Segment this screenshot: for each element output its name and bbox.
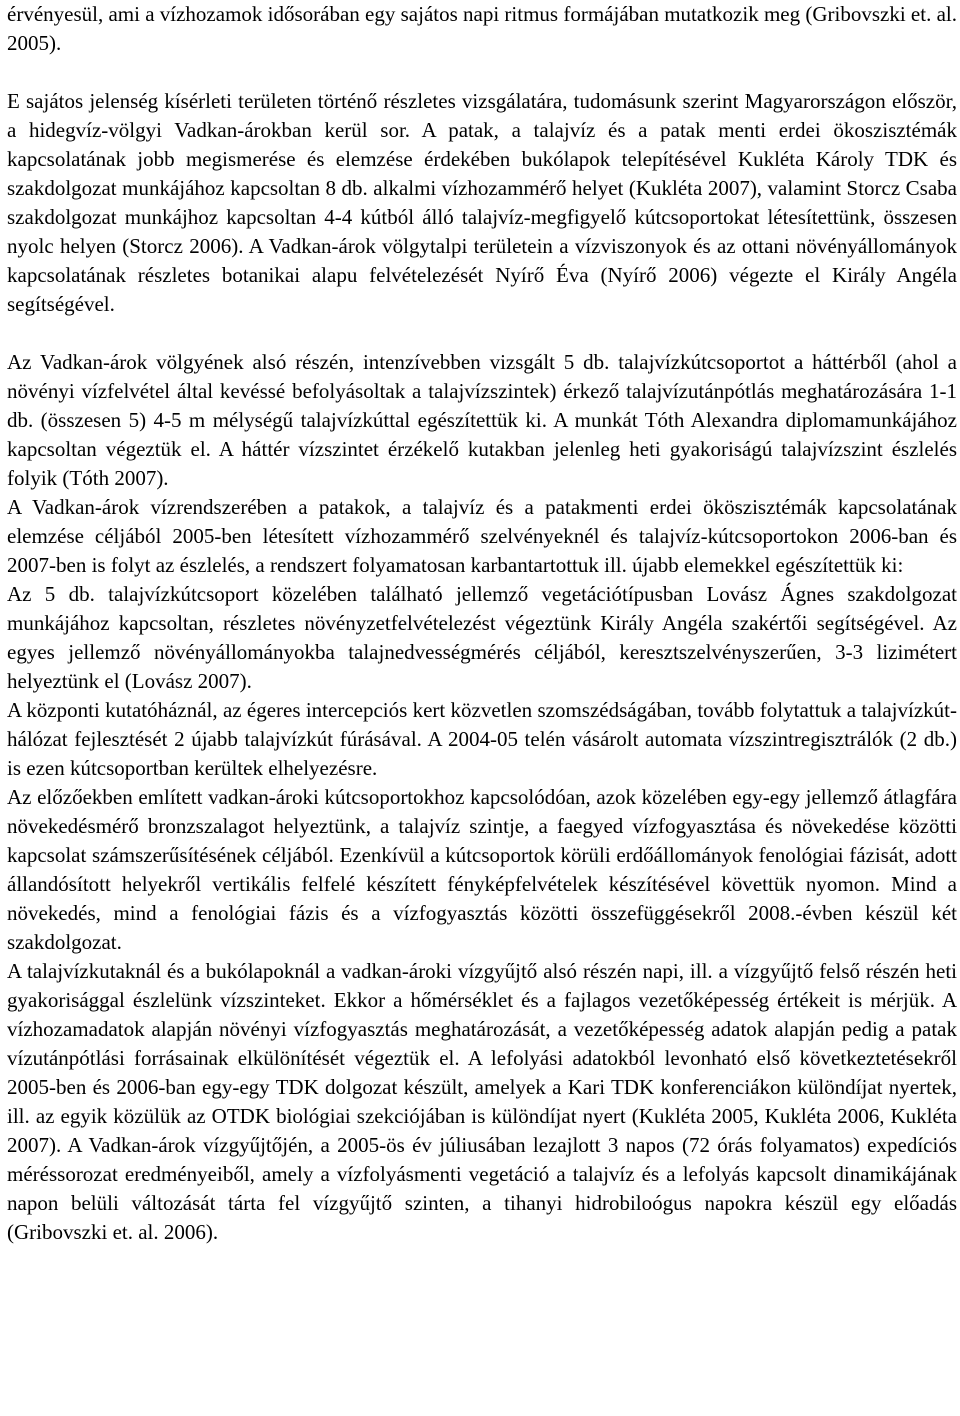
paragraph-vegetacio-felvetelezes: Az 5 db. talajvízkútcsoport közelében található jellemző vegetációtípusban Lovász Ágnes szakdolgozat munkájához kapcsoltan, részletes növényzetfelvételezést végeztünk Király Angéla szakértői segítségével. Az egyes jellemző növényállományokba talajnedvességmérés céljából, keresztszelvényszerűen, 3-3 lizimétert helyeztünk el (Lovász 2007). <box>7 582 957 693</box>
paragraph-novekedesmeres: Az előzőekben említett vadkan-ároki kútcsoportokhoz kapcsolódóan, azok közelében egy-egy jellemző átlagfára növekedésmérő bronzszalagot helyeztünk, a talajvíz szintje, a faegyed vízfogyasztása és növekedése közötti kapcsolat számszerűsítésének céljából. Ezenkívül a kútcsoportok körüli erdőállományok fenológiai fázisát, adott állandósított helyekről vertikális felfelé készített fényképfelvételek készítésével követtük nyomon. Mind a növekedés, mind a fenológiai fázis és a vízfogyasztás közötti összefüggésekről 2008.-évben készül két szakdolgozat. <box>7 785 957 954</box>
paragraph-vadkan-aroki-kutatas: E sajátos jelenség kísérleti területen történő részletes vizsgálatára, tudomásunk szerint Magyarországon először, a hidegvíz-völgyi Vadkan-árokban kerül sor. A patak, a talajvíz és a patak menti erdei ökoszisztémák kapcsolatának jobb megismerése és elemzése érdekében bukólapok telepítésével Kukléta Károly TDK és szakdolgozat munkájához kapcsoltan 8 db. alkalmi vízhozammérő helyet (Kukléta 2007), valamint Storcz Csaba szakdolgozat munkájhoz kapcsoltan 4-4 kútból álló talajvíz-megfigyelő kútcsoportokat létesítettünk, összesen nyolc helyen (Storcz 2006). A Vadkan-árok völgytalpi területein a vízviszonyok és az ottani növényállományok kapcsolatának részletes botanikai alapu felvételezését Nyírő Éva (Nyírő 2006) végezte el Király Angéla segítségével. <box>7 89 957 316</box>
paragraph-kozponti-kutatohaz: A központi kutatóháznál, az égeres intercepciós kert közvetlen szomszédságában, tovább folytattuk a talajvízkút-hálózat fejlesztését 2 újabb talajvízkút fúrásával. A 2004-05 telén vásárolt automata vízszintregisztrálók (2 db.) is ezen kútcsoportban kerültek elhelyezésre. <box>7 698 957 780</box>
paragraph-also-resz-kutcsoportok: Az Vadkan-árok völgyének alsó részén, intenzívebben vizsgált 5 db. talajvízkútcsoportot a háttérből (ahol a növényi vízfelvétel által kevéssé befolyásoltak a talajvízszintek) érkező talajvízutánpótlás meghatározására 1-1 db. (összesen 5) 4-5 m mélységű talajvízkúttal egészítettük ki. A munkát Tóth Alexandra diplomamunkájához kapcsoltan végeztük el. A háttér vízszintet érzékelő kutakban jelenleg heti gyakoriságú talajvízszint észlelés folyik (Tóth 2007). <box>7 350 957 490</box>
paragraph-vizszint-eszleles: A talajvízkutaknál és a bukólapoknál a vadkan-ároki vízgyűjtő alsó részén napi, ill. a vízgyűjtő felső részén heti gyakorisággal észlelünk vízszinteket. Ekkor a hőmérséklet és a fajlagos vezetőképesség értékeit is mérjük. A vízhozamadatok alapján növényi vízfogyasztás meghatározását, a vezetőképesség adatok alapján pedig a patak vízutánpótlási forrásainak elkülönítését végeztük el. A lefolyási adatokból levonható első következtetésekről 2005-ben és 2006-ban egy-egy TDK dolgozat készült, amelyek a Kari TDK konferenciákon különdíjat nyertek, ill. az egyik közülük az OTDK biológiai szekciójában is különdíjat nyert (Kukléta 2005, Kukléta 2006, Kukléta 2007). A Vadkan-árok vízgyűjtőjén, a 2005-ös év júliusában lezajlott 3 napos (72 órás folyamatos) expedíciós méréssorozat eredményeiből, amely a vízfolyásmenti vegetáció a talajvíz és a lefolyás kapcsolt dinamikájának napon belüli változását tárta fel vízgyűjtő szinten, a tihanyi hidrobiloógus napokra készül egy előadás (Gribovszki et. al. 2006). <box>7 959 957 1244</box>
paragraph-continuation: érvényesül, ami a vízhozamok idősorában egy sajátos napi ritmus formájában mutatkozik meg (Gribovszki et. al. 2005). <box>7 2 957 55</box>
paragraph-vizrendszer-eszleles: A Vadkan-árok vízrendszerében a patakok, a talajvíz és a patakmenti erdei ököszisztémák kapcsolatának elemzése céljából 2005-ben létesített vízhozammérő szelvényeknél és talajvíz-kútcsoportokon 2006-ban és 2007-ben is folyt az észlelés, a rendszert folyamatosan karbantartottuk ill. újabb elemekkel egészítettük ki: <box>7 495 957 577</box>
